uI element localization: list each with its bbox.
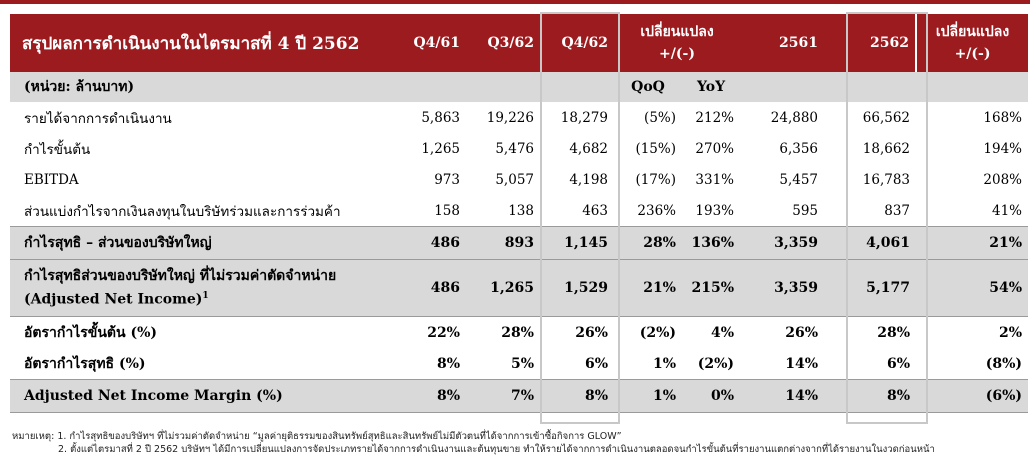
cell-yoy: 212%: [682, 102, 740, 133]
table-row: [10, 260, 1028, 317]
row-label: กำไรสุทธิ – ส่วนของบริษัทใหญ่: [10, 227, 394, 260]
cell-2561: 3,359: [740, 260, 824, 317]
cell-q4-61: 22%: [394, 317, 466, 349]
cell-q3-62: 28%: [466, 317, 540, 349]
row-label: ส่วนแบ่งกำไรจากเงินลงทุนในบริษัทร่วมและการร่วมค้า: [10, 195, 394, 227]
cell-qoq: 21%: [614, 260, 682, 317]
yoy-label: YoY: [682, 72, 740, 102]
cell-qoq: (5%): [614, 102, 682, 133]
cell-q3-62: 5%: [466, 348, 540, 380]
cell-q4-61: 1,265: [394, 133, 466, 164]
cell-2562: 837: [824, 195, 916, 227]
footnote-1: หมายเหตุ: 1. กำไรสุทธิของบริษัทฯ ที่ไม่รวมค่าตัดจำหน่าย “มูลค่ายุติธรรมของสินทรัพย์สุทธิและสินทรัพย์ไม่มีตัวตนที่ได้จากการเข้าซื้อกิจการ GLOW”: [12, 431, 622, 442]
col-header-q3-62: Q3/62: [466, 14, 540, 72]
cell-qoq: (17%): [614, 164, 682, 195]
cell-q3-62: 5,057: [466, 164, 540, 195]
cell-qoq: 28%: [614, 227, 682, 260]
unit-row: [10, 72, 1028, 102]
table-header-row: [10, 14, 1028, 72]
cell-2562: 6%: [824, 348, 916, 380]
cell-yoy: 136%: [682, 227, 740, 260]
cell-q4-62: 1,529: [540, 260, 614, 317]
cell-yoy: 0%: [682, 380, 740, 413]
row-label: EBITDA: [10, 164, 394, 195]
table-title: สรุปผลการดำเนินงานในไตรมาสที่ 4 ปี 2562: [10, 14, 394, 72]
cell-q4-62: 18,279: [540, 102, 614, 133]
cell-change-year: (8%): [916, 348, 1028, 380]
row-label: อัตรากำไรขั้นต้น (%): [10, 317, 394, 349]
cell-qoq: 1%: [614, 380, 682, 413]
cell-2561: 6,356: [740, 133, 824, 164]
col-header-change-quarter: เปลี่ยนแปลง +/(-): [614, 14, 740, 72]
cell-2562: 18,662: [824, 133, 916, 164]
cell-q4-62: 4,198: [540, 164, 614, 195]
table-row: [10, 317, 1028, 349]
cell-qoq: 236%: [614, 195, 682, 227]
cell-q4-61: 158: [394, 195, 466, 227]
row-label-line1: กำไรสุทธิส่วนของบริษัทใหญ่ ที่ไม่รวมค่าตัดจำหน่าย: [24, 268, 337, 285]
table-row: [10, 227, 1028, 260]
cell-2562: 66,562: [824, 102, 916, 133]
cell-q4-62: 4,682: [540, 133, 614, 164]
cell-yoy: (2%): [682, 348, 740, 380]
cell-2562: 16,783: [824, 164, 916, 195]
cell-yoy: 270%: [682, 133, 740, 164]
cell-2562: 4,061: [824, 227, 916, 260]
cell-qoq: (2%): [614, 317, 682, 349]
row-label: [10, 260, 394, 317]
col-header-q4-62: Q4/62: [540, 14, 614, 72]
cell-2561: 3,359: [740, 227, 824, 260]
cell-q3-62: 138: [466, 195, 540, 227]
cell-2561: 24,880: [740, 102, 824, 133]
table-row: [10, 102, 1028, 133]
col-header-q4-61: Q4/61: [394, 14, 466, 72]
cell-q3-62: 19,226: [466, 102, 540, 133]
cell-q4-61: 486: [394, 260, 466, 317]
footnote-2: 2. ตั้งแต่ไตรมาสที่ 2 ปี 2562 บริษัทฯ ได้มีการเปลี่ยนแปลงการจัดประเภทรายได้จากการดำเนินงานและต้นทุนขาย ทำให้รายได้จากการดำเนินงานตลอดจนกำไรขั้นต้นที่รายงานแตกต่างจากที่ได้รายงานในงวดก่อนหน้า: [58, 444, 935, 455]
table-row: [10, 380, 1028, 413]
table-row: [10, 133, 1028, 164]
footnotes: [12, 430, 1022, 456]
cell-q4-61: 8%: [394, 348, 466, 380]
cell-yoy: 331%: [682, 164, 740, 195]
row-label: อัตรากำไรสุทธิ (%): [10, 348, 394, 380]
cell-q3-62: 5,476: [466, 133, 540, 164]
cell-q4-62: 26%: [540, 317, 614, 349]
cell-q4-61: 486: [394, 227, 466, 260]
unit-label: (หน่วย: ล้านบาท): [10, 72, 394, 102]
table-row: [10, 164, 1028, 195]
cell-yoy: 193%: [682, 195, 740, 227]
cell-2561: 595: [740, 195, 824, 227]
cell-2561: 14%: [740, 348, 824, 380]
cell-change-year: 54%: [916, 260, 1028, 317]
cell-q4-62: 1,145: [540, 227, 614, 260]
cell-change-year: (6%): [916, 380, 1028, 413]
row-label: กำไรขั้นต้น: [10, 133, 394, 164]
cell-2561: 26%: [740, 317, 824, 349]
footnote-marker: 1: [202, 291, 209, 302]
cell-q3-62: 1,265: [466, 260, 540, 317]
cell-change-year: 168%: [916, 102, 1028, 133]
cell-yoy: 215%: [682, 260, 740, 317]
row-label: รายได้จากการดำเนินงาน: [10, 102, 394, 133]
cell-yoy: 4%: [682, 317, 740, 349]
cell-2561: 5,457: [740, 164, 824, 195]
cell-q4-62: 463: [540, 195, 614, 227]
row-label: Adjusted Net Income Margin (%): [10, 380, 394, 413]
cell-q4-61: 5,863: [394, 102, 466, 133]
cell-2562: 8%: [824, 380, 916, 413]
cell-qoq: 1%: [614, 348, 682, 380]
cell-q3-62: 893: [466, 227, 540, 260]
qoq-label: QoQ: [614, 72, 682, 102]
cell-change-year: 41%: [916, 195, 1028, 227]
cell-q4-62: 6%: [540, 348, 614, 380]
cell-2561: 14%: [740, 380, 824, 413]
col-header-2561: 2561: [740, 14, 824, 72]
cell-change-year: 208%: [916, 164, 1028, 195]
cell-q4-61: 8%: [394, 380, 466, 413]
col-header-change-year: เปลี่ยนแปลง +/(-): [916, 14, 1028, 72]
financial-summary-table: [10, 14, 1028, 413]
top-accent-line: [0, 0, 1030, 4]
cell-qoq: (15%): [614, 133, 682, 164]
cell-2562: 5,177: [824, 260, 916, 317]
cell-q4-61: 973: [394, 164, 466, 195]
row-label-line2: (Adjusted Net Income)$^1$: [24, 291, 209, 308]
col-header-2562: 2562: [824, 14, 916, 72]
cell-q3-62: 7%: [466, 380, 540, 413]
cell-change-year: 2%: [916, 317, 1028, 349]
cell-change-year: 21%: [916, 227, 1028, 260]
table-row: [10, 195, 1028, 227]
cell-change-year: 194%: [916, 133, 1028, 164]
table-row: [10, 348, 1028, 380]
cell-2562: 28%: [824, 317, 916, 349]
cell-q4-62: 8%: [540, 380, 614, 413]
